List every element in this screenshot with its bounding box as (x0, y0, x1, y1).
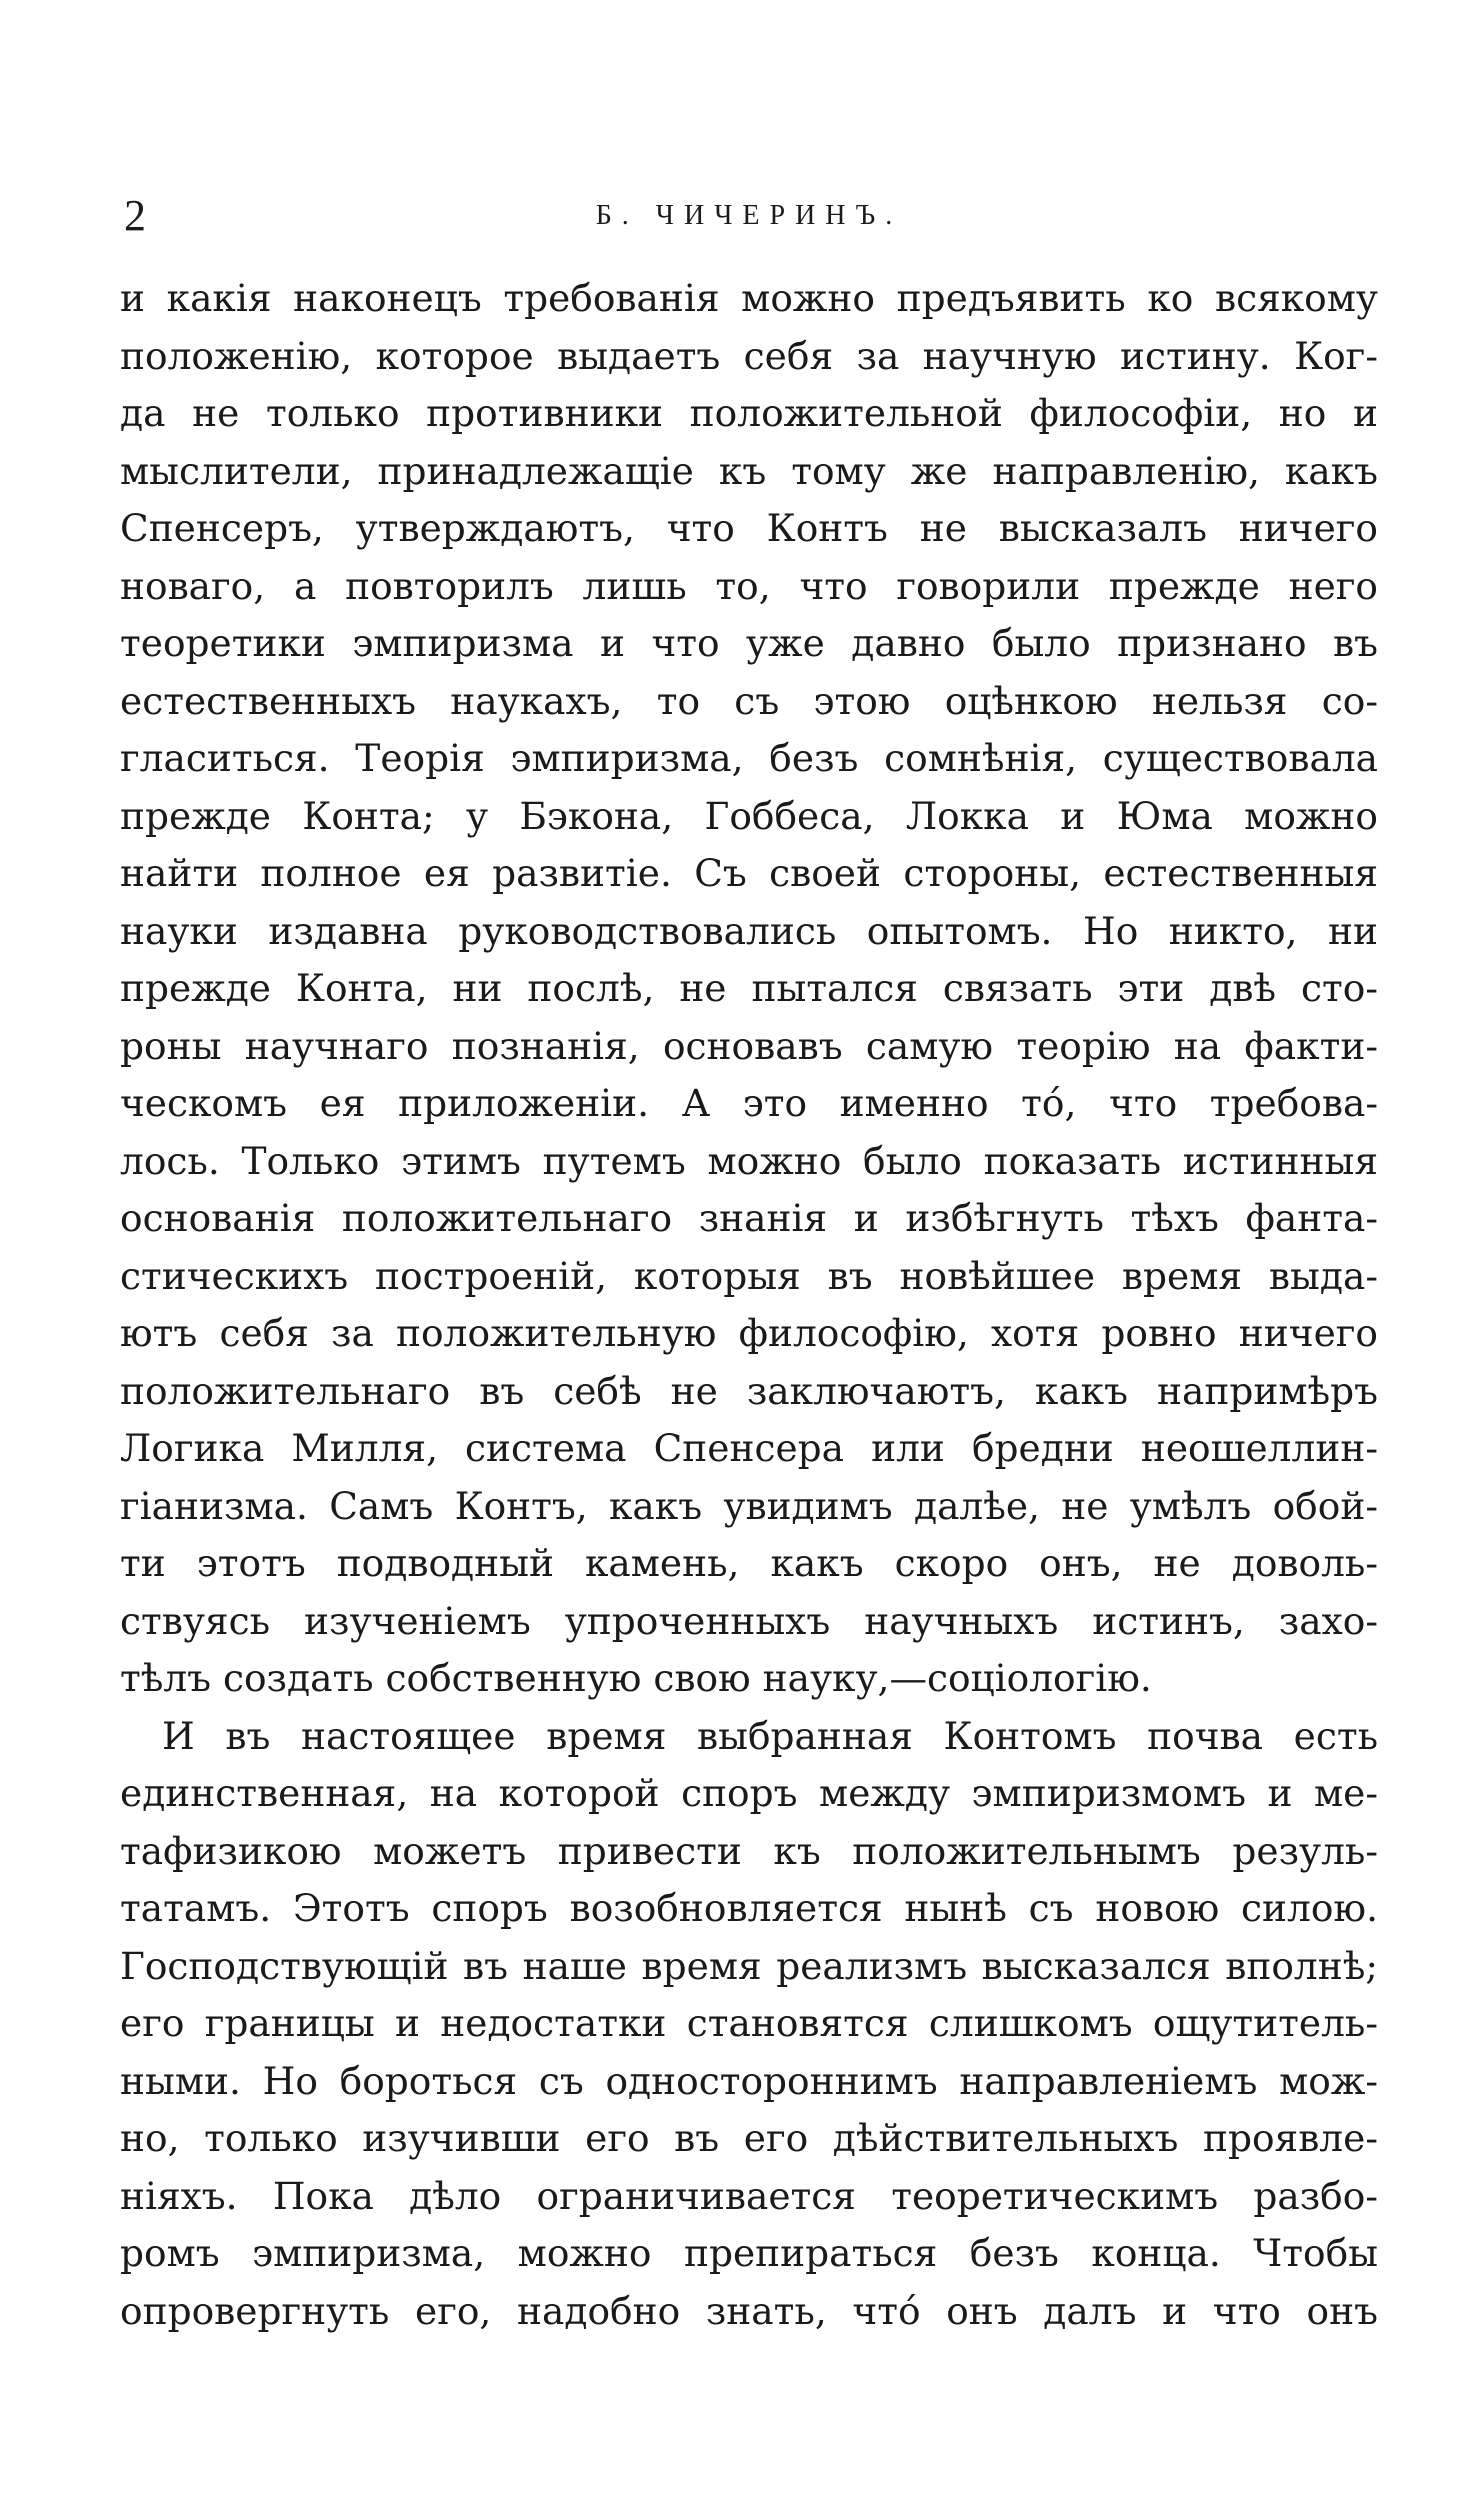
text-line: Спенсеръ, утверждаютъ, что Контъ не высказалъ ничего (120, 506, 1378, 550)
text-line: единственная, на которой споръ между эмпиризмомъ и ме- (120, 1771, 1378, 1815)
text-line: его границы и недостатки становятся слишкомъ ощутитель- (120, 2001, 1378, 2045)
running-head: Б. ЧИЧЕРИНЪ. (595, 200, 903, 231)
text-line: ніяхъ. Пока дѣло ограничивается теоретическимъ разбо- (120, 2173, 1378, 2218)
body-text (120, 270, 1378, 2340)
text-line: Господствующій въ наше время реализмъ высказался вполнѣ; (120, 1943, 1378, 1988)
text-line: И въ настоящее время выбранная Контомъ почва есть (162, 1713, 1378, 1758)
text-line: да не только противники положительной философіи, но и (120, 391, 1378, 435)
text-line: тафизикою можетъ привести къ положительнымъ резуль- (120, 1828, 1378, 1873)
text-line: гіанизма. Самъ Контъ, какъ увидимъ далѣе, не умѣлъ обой- (120, 1483, 1378, 1528)
paragraph-2 (120, 1708, 1378, 2341)
paragraph-1 (120, 270, 1378, 1708)
page-number: 2 (124, 191, 146, 240)
text-line: положенію, которое выдаетъ себя за научную истину. Ког- (120, 333, 1378, 378)
text-line: и какія наконецъ требованія можно предъявить ко всякому (120, 276, 1378, 320)
text-line: ти этотъ подводный камень, какъ скоро онъ, не доволь- (120, 1541, 1378, 1585)
text-line: новаго, а повторилъ лишь то, что говорили прежде него (120, 563, 1378, 608)
text-line: опровергнуть его, надобно знать, что́ онъ далъ и что онъ (120, 2288, 1378, 2333)
text-line: естественныхъ наукахъ, то съ этою оцѣнкою нельзя со- (120, 678, 1378, 723)
text-line: но, только изучивши его въ его дѣйствительныхъ проявле- (120, 2116, 1378, 2160)
text-line: найти полное ея развитіе. Съ своей стороны, естественныя (120, 851, 1378, 895)
text-line: ными. Но бороться съ одностороннимъ направленіемъ мож- (120, 2058, 1378, 2103)
text-line: роны научнаго познанія, основавъ самую теорію на факти- (120, 1023, 1378, 1068)
text-line: Логика Милля, система Спенсера или бредни неошеллин- (120, 1426, 1378, 1470)
text-line: мыслители, принадлежащіе къ тому же направленію, какъ (120, 448, 1378, 493)
text-line: тѣлъ создать собственную свою науку,—соціологію. (120, 1656, 1152, 1700)
text-line: науки издавна руководствовались опытомъ. Но никто, ни (120, 908, 1378, 953)
page-header (120, 186, 1378, 246)
text-line: теоретики эмпиризма и что уже давно было признано въ (120, 621, 1378, 665)
text-line: ствуясь изученіемъ упроченныхъ научныхъ истинъ, захо- (120, 1598, 1378, 1643)
text-line: гласиться. Теорія эмпиризма, безъ сомнѣнія, существовала (120, 736, 1378, 780)
text-line: ческомъ ея приложеніи. А это именно то́, что требова- (120, 1081, 1378, 1125)
text-line: прежде Конта; у Бэкона, Гоббеса, Локка и Юма можно (120, 793, 1378, 838)
text-line: ютъ себя за положительную философію, хотя ровно ничего (120, 1311, 1378, 1355)
text-line: основанія положительнаго знанія и избѣгнуть тѣхъ фанта- (120, 1196, 1378, 1240)
text-line: лось. Только этимъ путемъ можно было показать истинныя (120, 1138, 1378, 1183)
text-line: татамъ. Этотъ споръ возобновляется нынѣ съ новою силою. (120, 1886, 1378, 1930)
text-line: прежде Конта, ни послѣ, не пытался связать эти двѣ сто- (120, 966, 1378, 1010)
text-line: положительнаго въ себѣ не заключаютъ, какъ напримѣръ (120, 1368, 1378, 1413)
text-line: стическихъ построеній, которыя въ новѣйшее время выда- (120, 1253, 1378, 1298)
text-line: ромъ эмпиризма, можно препираться безъ конца. Чтобы (120, 2231, 1378, 2275)
